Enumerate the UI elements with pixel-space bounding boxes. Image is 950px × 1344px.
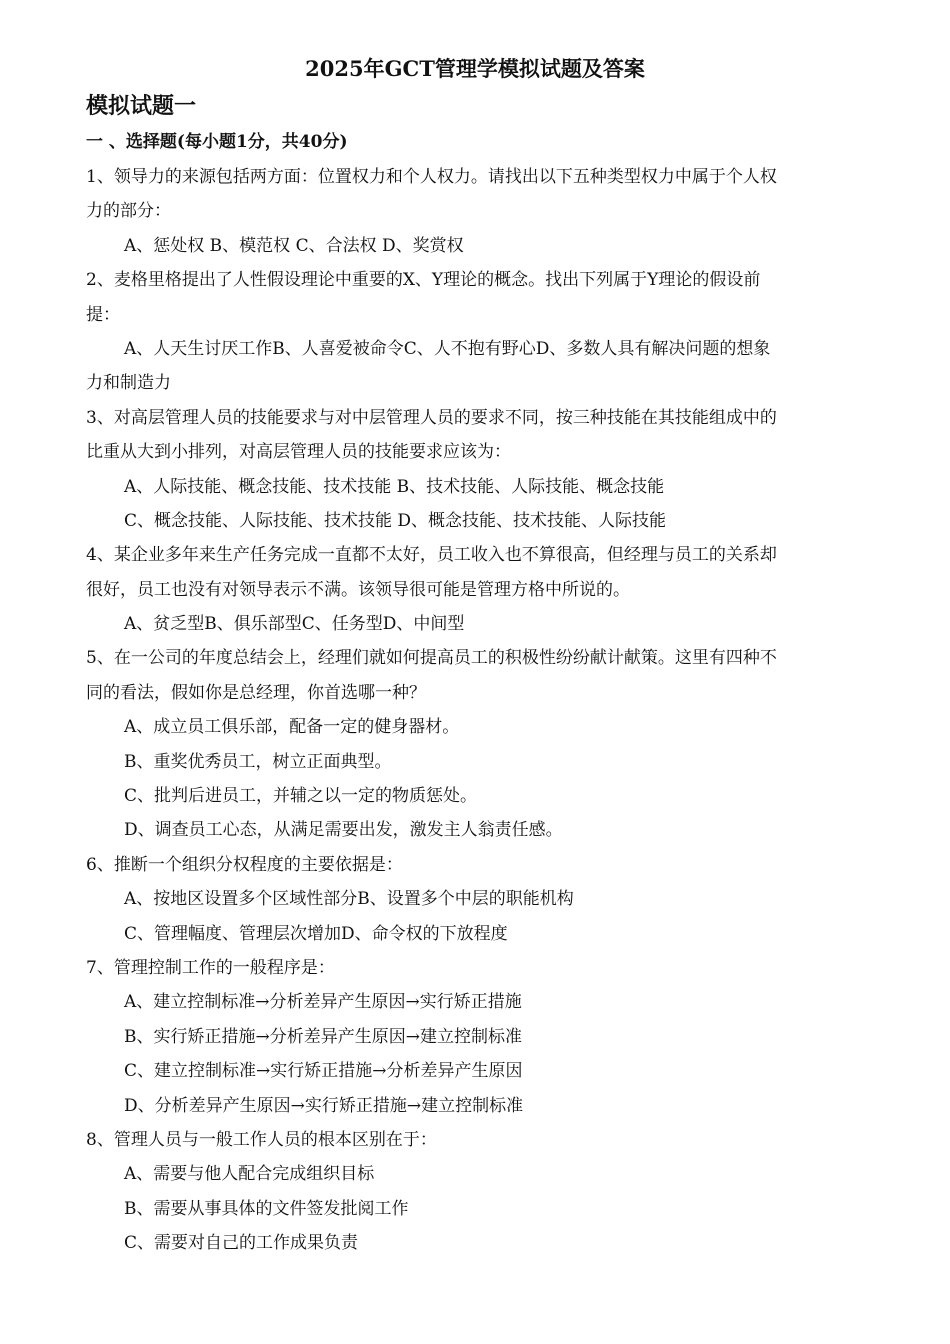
question-text-line: 7、管理控制工作的一般程序是： [86, 957, 335, 978]
answer-option-line: A、人际技能、概念技能、技术技能 B、技术技能、人际技能、概念技能 [124, 476, 665, 497]
question-text-line: 5、在一公司的年度总结会上，经理们就如何提高员工的积极性纷纷献计献策。这里有四种不 [86, 648, 777, 669]
question-text-line: 很好，员工也没有对领导表示不满。该领导很可能是管理方格中所说的。 [86, 579, 630, 600]
question-text-line: 3、对高层管理人员的技能要求与对中层管理人员的要求不同，按三种技能在其技能组成中的 [86, 407, 777, 428]
answer-option-line: A、按地区设置多个区域性部分B、设置多个中层的职能机构 [124, 889, 574, 910]
answer-option-line: C、需要对自己的工作成果负责 [124, 1233, 359, 1254]
answer-option-line: B、需要从事具体的文件签发批阅工作 [124, 1198, 409, 1219]
answer-option-line: D、分析差异产生原因→实行矫正措施→建立控制标准 [124, 1095, 524, 1116]
answer-option-line: A、人天生讨厌工作B、人喜爱被命令C、人不抱有野心D、多数人具有解决问题的想象 [124, 338, 771, 359]
question-text-line: 1、领导力的来源包括两方面：位置权力和个人权力。请找出以下五种类型权力中属于个人权 [86, 167, 777, 187]
answer-option-line: A、贫乏型B、俱乐部型C、任务型D、中间型 [124, 614, 465, 635]
question-list [86, 160, 866, 1261]
answer-option-line: C、批判后进员工，并辅之以一定的物质惩处。 [124, 786, 478, 807]
answer-option-line: A、成立员工俱乐部，配备一定的健身器材。 [124, 717, 460, 738]
answer-option-line: A、建立控制标准→分析差异产生原因→实行矫正措施 [124, 992, 522, 1013]
document-title: 2025年GCT管理学模拟试题及答案 [305, 56, 645, 81]
question-text-line: 同的看法，假如你是总经理，你首选哪一种？ [86, 682, 426, 703]
question-text-line: 8、管理人员与一般工作人员的根本区别在于： [86, 1129, 437, 1150]
answer-option-line: C、概念技能、人际技能、技术技能 D、概念技能、技术技能、人际技能 [124, 510, 667, 531]
question-text-line: 4、某企业多年来生产任务完成一直都不太好，员工收入也不算很高，但经理与员工的关系却 [86, 545, 777, 566]
answer-option-line: C、管理幅度、管理层次增加D、命令权的下放程度 [124, 923, 508, 944]
answer-option-line: B、重奖优秀员工，树立正面典型。 [124, 751, 392, 772]
question-text-line: 力的部分： [86, 201, 171, 222]
answer-option-line: A、惩处权 B、模范权 C、合法权 D、奖赏权 [124, 235, 464, 256]
question-text-line: 比重从大到小排列，对高层管理人员的技能要求应该为： [86, 442, 511, 463]
answer-option-line: A、需要与他人配合完成组织目标 [124, 1164, 375, 1185]
section-heading: 一 、选择题(每小题1分，共40分) [86, 132, 348, 152]
exam-subtitle: 模拟试题一 [86, 93, 197, 119]
answer-option-line: C、建立控制标准→实行矫正措施→分析差异产生原因 [124, 1061, 523, 1082]
answer-option-line: B、实行矫正措施→分析差异产生原因→建立控制标准 [124, 1026, 522, 1047]
question-text-line: 力和制造力 [86, 373, 171, 394]
question-text-line: 提： [86, 304, 120, 325]
answer-option-line: D、调查员工心态，从满足需要出发，激发主人翁责任感。 [124, 820, 563, 841]
question-text-line: 6、推断一个组织分权程度的主要依据是： [86, 854, 403, 875]
question-text-line: 2、麦格里格提出了人性假设理论中重要的X、Y理论的概念。找出下列属于Y理论的假设前 [86, 270, 761, 291]
